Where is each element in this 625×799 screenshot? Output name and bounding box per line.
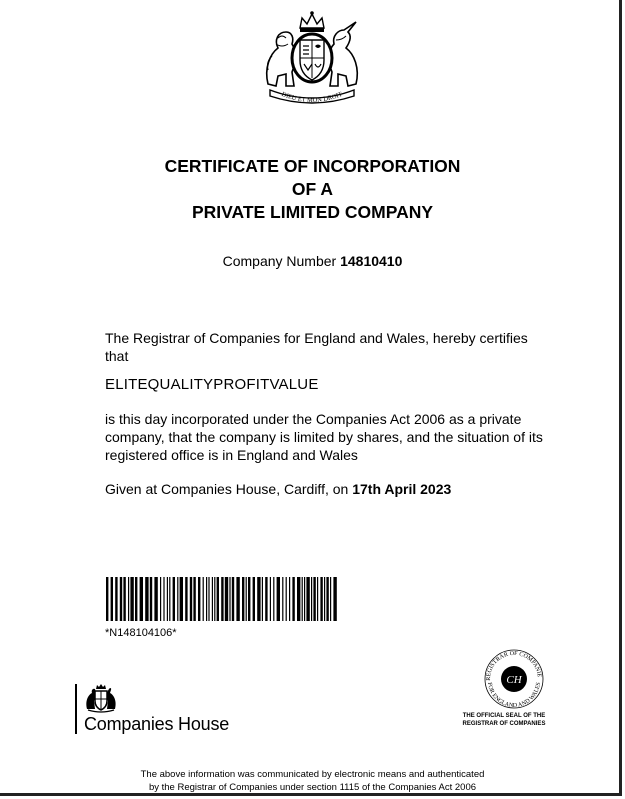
barcode-bar xyxy=(206,577,207,621)
barcode-bar xyxy=(311,577,312,621)
branding-divider xyxy=(75,684,77,734)
barcode-bar xyxy=(330,577,331,621)
barcode-bar xyxy=(212,577,213,621)
barcode-bar xyxy=(270,577,271,621)
barcode-bar xyxy=(173,577,175,621)
unicorn-supporter-icon xyxy=(329,22,357,86)
barcode-bar xyxy=(225,577,228,621)
barcode-bar xyxy=(115,577,117,621)
barcode-bar xyxy=(306,577,309,621)
company-name: ELITEQUALITYPROFITVALUE xyxy=(105,376,319,393)
certificate-title-line1: CERTIFICATE OF INCORPORATION xyxy=(164,156,461,176)
barcode-bar xyxy=(326,577,328,621)
barcode-bar xyxy=(297,577,300,621)
crown-icon xyxy=(300,11,324,32)
barcode-bar xyxy=(242,577,244,621)
barcode-bar xyxy=(265,577,267,621)
certificate-title-line2: OF A xyxy=(291,179,334,199)
barcode-bar xyxy=(304,577,305,621)
barcode-bar xyxy=(180,577,183,621)
barcode-bar xyxy=(106,577,108,621)
barcode-bar xyxy=(177,577,178,621)
barcode-bar xyxy=(317,577,318,621)
barcode-bar xyxy=(257,577,260,621)
barcode-bar xyxy=(169,577,170,621)
given-at-line xyxy=(105,480,575,498)
given-at-text: Given at Companies House, Cardiff, on xyxy=(105,481,349,497)
barcode-bar xyxy=(273,577,274,621)
footer-line2: by the Registrar of Companies under section 1115 of the Companies Act 2006 xyxy=(148,782,477,793)
barcode-bar xyxy=(185,577,187,621)
companies-house-wordmark: Companies House xyxy=(84,714,230,734)
barcode-bar xyxy=(289,577,290,621)
barcode-bar xyxy=(262,577,263,621)
barcode-bar xyxy=(140,577,143,621)
barcode-bar xyxy=(214,577,215,621)
seal-caption-line1: THE OFFICIAL SEAL OF THE xyxy=(462,713,546,719)
barcode-bar xyxy=(320,577,322,621)
barcode-bar xyxy=(123,577,125,621)
barcode-bar xyxy=(130,577,133,621)
barcode-bar xyxy=(324,577,325,621)
barcode xyxy=(106,577,338,621)
barcode-bar xyxy=(282,577,283,621)
barcode-bar xyxy=(302,577,303,621)
seal-caption xyxy=(452,712,556,728)
company-number-line xyxy=(0,253,625,269)
barcode-bar xyxy=(198,577,200,621)
incorporation-date: 17th April 2023 xyxy=(352,481,452,497)
seal-ring-top: REGISTRAR OF COMPANIE xyxy=(485,650,542,681)
barcode-bar xyxy=(145,577,148,621)
barcode-bar xyxy=(135,577,137,621)
seal-caption-line2: REGISTRAR OF COMPANIES xyxy=(462,721,546,727)
barcode-bar xyxy=(167,577,168,621)
barcode-bar xyxy=(232,577,234,621)
incorporation-line2: company, that the company is limited by shares, and the situation of its xyxy=(105,429,543,445)
barcode-bar xyxy=(253,577,255,621)
barcode-bar xyxy=(217,577,219,621)
barcode-bar xyxy=(248,577,250,621)
certificate-title-line3: PRIVATE LIMITED COMPANY xyxy=(191,202,434,222)
barcode-bar xyxy=(333,577,336,621)
barcode-bar xyxy=(246,577,247,621)
incorporation-statement xyxy=(105,410,575,464)
barcode-bar xyxy=(229,577,230,621)
royal-coat-of-arms-emblem xyxy=(260,10,364,106)
svg-text:DIEU ET MON DROIT xyxy=(281,91,344,104)
barcode-bar xyxy=(221,577,223,621)
barcode-bar xyxy=(286,577,287,621)
seal-monogram: CH xyxy=(506,674,522,686)
barcode-bar xyxy=(313,577,315,621)
incorporation-line1: is this day incorporated under the Companies Act 2006 as a private xyxy=(105,411,522,427)
barcode-bar xyxy=(203,577,204,621)
barcode-bar xyxy=(150,577,152,621)
barcode-bar xyxy=(160,577,161,621)
barcode-text: *N148104106* xyxy=(105,627,177,639)
company-number-value: 14810410 xyxy=(340,253,403,269)
emblem-motto: DIEU ET MON DROIT xyxy=(280,90,344,105)
barcode-bar xyxy=(163,577,164,621)
company-number-label: Company Number xyxy=(222,253,337,269)
barcode-bar xyxy=(292,577,294,621)
barcode-bar xyxy=(277,577,280,621)
barcode-bar xyxy=(120,577,122,621)
registrar-seal-icon xyxy=(470,648,558,710)
barcode-bar xyxy=(193,577,195,621)
shield-icon xyxy=(292,34,332,82)
barcode-bar xyxy=(236,577,239,621)
registrar-statement-line1: The Registrar of Companies for England and Wales, hereby certifies xyxy=(105,330,528,346)
seal-ring-bottom: FOR ENGLAND AND WALES xyxy=(486,682,542,710)
incorporation-line3: registered office is in England and Wales xyxy=(105,447,358,463)
footer-note xyxy=(0,768,625,794)
registrar-statement xyxy=(105,329,575,365)
barcode-bar xyxy=(190,577,192,621)
footer-line1: The above information was communicated by electronic means and authenticated xyxy=(140,769,485,780)
registrar-statement-line2: that xyxy=(105,348,129,364)
barcode-bar xyxy=(154,577,157,621)
barcode-bar xyxy=(128,577,129,621)
barcode-bar xyxy=(208,577,209,621)
barcode-bar xyxy=(111,577,113,621)
companies-house-crest-icon xyxy=(84,683,118,713)
